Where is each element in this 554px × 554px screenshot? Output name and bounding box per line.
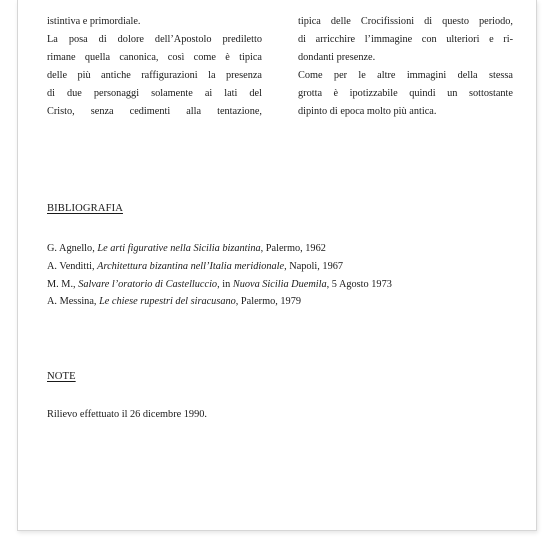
- entry-title: Le chiese rupestri del siracusano: [99, 296, 236, 308]
- left-line-6: Cristo, senza cedimenti alla tentazione,: [47, 106, 262, 117]
- entry-publication: , Palermo, 1962: [260, 243, 326, 254]
- entry-publication: , 5 Agosto 1973: [326, 278, 392, 290]
- entry-author: G. Agnello,: [47, 243, 98, 254]
- entry-author: M. M.,: [47, 278, 79, 290]
- bibliography-heading: BIBLIOGRAFIA: [47, 203, 123, 214]
- entry-title: Le arti figurative nella Sicilia bizantina: [97, 243, 261, 254]
- right-line-6: dipinto di epoca molto più antica.: [298, 106, 437, 117]
- left-line-5: di due personaggi solamente ai lati del: [47, 88, 262, 99]
- left-line-1: istintiva e primordiale.: [47, 16, 141, 27]
- right-line-1: tipica delle Crocifissioni di questo periodo,: [298, 16, 513, 27]
- notes-heading: NOTE: [47, 371, 76, 382]
- bibliography-entry: [47, 293, 517, 311]
- left-line-3: rimane quella canonica, così come è tipica: [47, 52, 262, 63]
- right-text-column: [298, 13, 513, 121]
- bibliography-entry: [47, 240, 517, 258]
- entry-title: Architettura bizantina nell’Italia meridionale: [97, 260, 285, 272]
- entry-publication: , Palermo, 1979: [235, 296, 301, 308]
- entry-periodical: Nuova Sicilia Duemila: [232, 278, 327, 290]
- left-text-column: [47, 13, 262, 121]
- note-text: Rilievo effettuato il 26 dicembre 1990.: [47, 409, 207, 420]
- left-line-2: La posa di dolore dell’Apostolo prediletto: [47, 34, 262, 45]
- entry-author: A. Venditti,: [47, 260, 98, 272]
- bibliography-entry: [47, 258, 517, 276]
- right-line-3: dondanti presenze.: [298, 52, 376, 63]
- entry-connector: , in: [217, 278, 233, 290]
- bibliography-list: [47, 240, 517, 311]
- entry-title: Salvare l’oratorio di Castelluccio: [78, 278, 218, 290]
- right-line-4: Come per le altre immagini della stessa: [298, 70, 513, 81]
- bibliography-entry: [47, 276, 517, 294]
- left-line-4: delle più antiche raffigurazioni la presenza: [47, 70, 262, 81]
- right-line-5: grotta è ipotizzabile quindi un sottostante: [298, 88, 513, 99]
- right-line-2: di arricchire l’immagine con ulteriori e ri-: [298, 34, 513, 45]
- entry-author: A. Messina,: [47, 296, 100, 308]
- entry-publication: , Napoli, 1967: [284, 260, 344, 272]
